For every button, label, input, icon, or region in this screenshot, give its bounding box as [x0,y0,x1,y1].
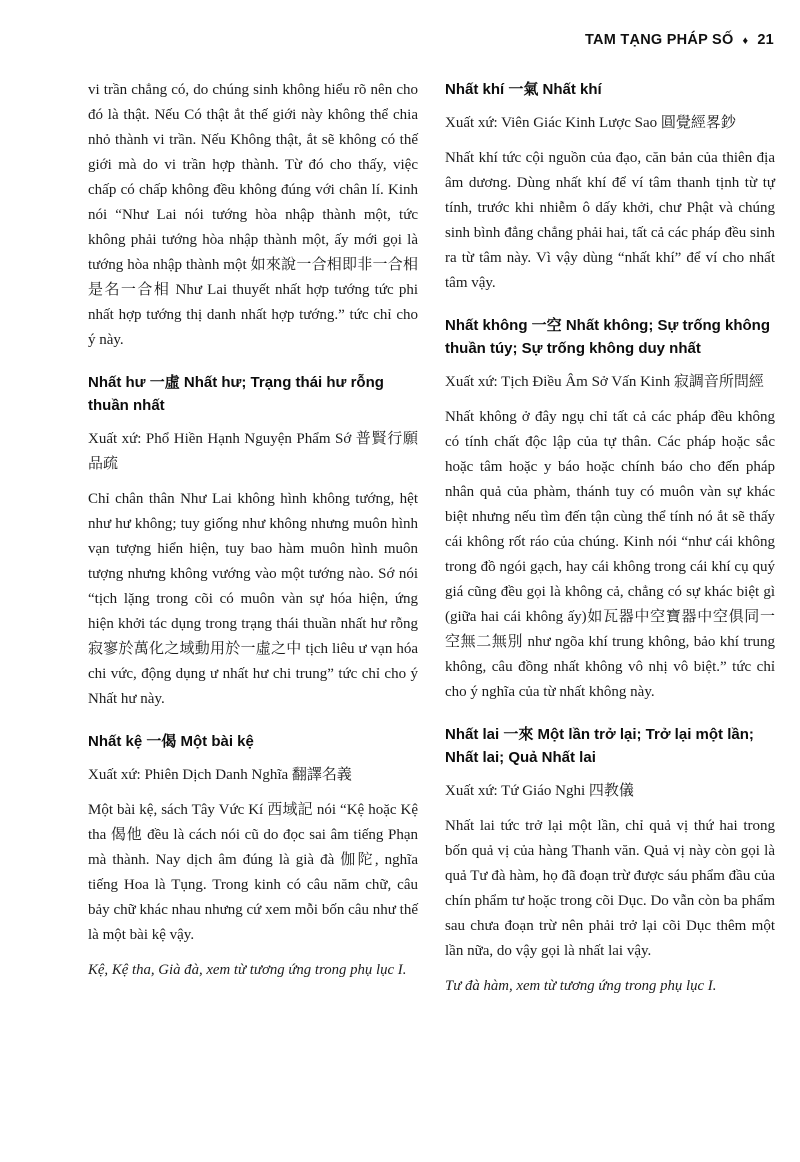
entry-heading-nhat-lai: Nhất lai 一來 Một lần trở lại; Trở lại một lần; Nhất lai; Quả Nhất lai [445,726,754,766]
entry-note-nhat-ke: Kệ, Kệ tha, Già đà, xem từ tương ứng trong phụ lục I. [88,962,407,978]
right-column [445,78,775,1008]
entry-body-nhat-hu: Chỉ chân thân Như Lai không hình không tướng, hệt như hư không; tuy giống như không nhưng muôn hình vạn tượng hiển hiện, tuy bao hàm muôn hình muôn tượng nhưng không vướng vào một tướng nào. Sớ nói “tịch lặng trong cõi có muôn vàn sự hóa hiện, ứng hiện khởi tác dụng trong trạng thái thuần nhất hư rỗng 寂寥於萬化之域動用於一虛之中 tịch liêu ư vạn hóa chi vức, động dụng ư nhất hư chi trung” tức chỉ cho ý Nhất hư này. [88,491,418,707]
running-head [88,30,774,50]
left-column [88,78,418,1008]
entry-heading-nhat-hu: Nhất hư 一虛 Nhất hư; Trạng thái hư rỗng thuần nhất [88,374,384,414]
entry-source-nhat-khi: Xuất xứ: Viên Giác Kinh Lược Sao 圓覺經畧鈔 [445,115,736,131]
entry-heading-nhat-khi: Nhất khí 一氣 Nhất khí [445,81,602,98]
paragraph-continuation: vi trần chẳng có, do chúng sinh không hiểu rõ nên cho đó là thật. Nếu Có thật ắt thế giới này không thể chia nhỏ thành vi trần. Nếu Không thật, ắt sẽ không có thế giới mà do vi trần hợp thành. Từ đó cho thấy, việc chấp có chấp không đều không đúng với chân lí. Kinh nói “Như Lai nói tướng hòa nhập thành một, tức không phải tướng hòa nhập thành một, ấy mới gọi là tướng hòa nhập thành một 如來說一合相即非一合相是名一合相 Như Lai thuyết nhất hợp tướng tức phi nhất hợp tướng thị danh nhất hợp tướng.” tức chỉ cho ý này. [88,82,418,348]
running-head-title: TAM TẠNG PHÁP SỐ [585,32,734,48]
entry-body-nhat-ke: Một bài kệ, sách Tây Vức Kí 西域記 nói “Kệ hoặc Kệ tha 偈他 đều là cách nói cũ do đọc sai âm tiếng Phạn mà thành. Nay dịch âm đúng là già đà 伽陀, nghĩa tiếng Hoa là Tụng. Trong kinh có câu năm chữ, câu bảy chữ khác nhau nhưng cứ xem mỗi bốn câu như thế là một bài kệ vậy. [88,802,418,943]
entry-source-nhat-ke: Xuất xứ: Phiên Dịch Danh Nghĩa 翻譯名義 [88,767,352,783]
entry-source-nhat-hu: Xuất xứ: Phổ Hiền Hạnh Nguyện Phẩm Sớ 普賢行願品疏 [88,431,418,472]
entry-body-nhat-khong: Nhất không ở đây ngụ chỉ tất cả các pháp đều không có tính chất độc lập của tự thân. Các pháp hoặc sắc hoặc tâm hoặc y báo hoặc chính báo cho đến pháp nhân quả của phàm, thánh tuy có muôn vàn sự khác biệt nhưng nếu tìm đến tận cùng thể tính nó ắt sẽ thấy cái không rốt ráo của chúng. Kinh nói “như cái không trong đồ ngói gạch, hay cái không trong cái khí cụ quý giá cũng đều gọi là không cả, chẳng có sự khác biệt gì (giữa hai cái không ấy)如瓦器中空寶器中空俱同一空無二無別 như ngõa khí trung không, bảo khí trung không, câu đồng nhất không vô nhị vô biệt.” tức chỉ cho ý nghĩa của từ nhất không này. [445,409,775,700]
entry-note-nhat-lai: Tư đà hàm, xem từ tương ứng trong phụ lục I. [445,978,717,994]
entry-body-nhat-khi: Nhất khí tức cội nguồn của đạo, căn bản của thiên địa âm dương. Dùng nhất khí để ví tâm thanh tịnh từ tự tính, trước khi nhiễm ô dấy khởi, chư Phật và chúng sinh bình đẳng chẳng phải hai, tất cả các pháp đều sinh ra từ tâm này. Vì vậy dùng “nhất khí” để ví cho nhất tâm vậy. [445,150,775,291]
two-column-layout [88,78,774,1008]
diamond-icon: ♦ [742,34,749,47]
page-number: 21 [757,32,774,48]
entry-source-nhat-khong: Xuất xứ: Tịch Điều Âm Sở Vấn Kinh 寂調音所問經 [445,374,764,390]
entry-heading-nhat-khong: Nhất không 一空 Nhất không; Sự trống không thuần túy; Sự trống không duy nhất [445,317,770,357]
entry-body-nhat-lai: Nhất lai tức trở lại một lần, chỉ quả vị thứ hai trong bốn quả vị của hàng Thanh văn. Quả vị này còn gọi là quả Tư đà hàm, họ đã đoạn trừ được sáu phẩm đầu của chín phẩm tư hoặc trong cõi Dục. Do vẫn còn ba phẩm sau chưa đoạn trừ nên phải trở lại cõi Dục thêm một lần nữa, do vậy gọi là nhất lai vậy. [445,818,775,959]
entry-heading-nhat-ke: Nhất kệ 一偈 Một bài kệ [88,733,254,750]
entry-source-nhat-lai: Xuất xứ: Tứ Giáo Nghi 四教儀 [445,783,634,799]
